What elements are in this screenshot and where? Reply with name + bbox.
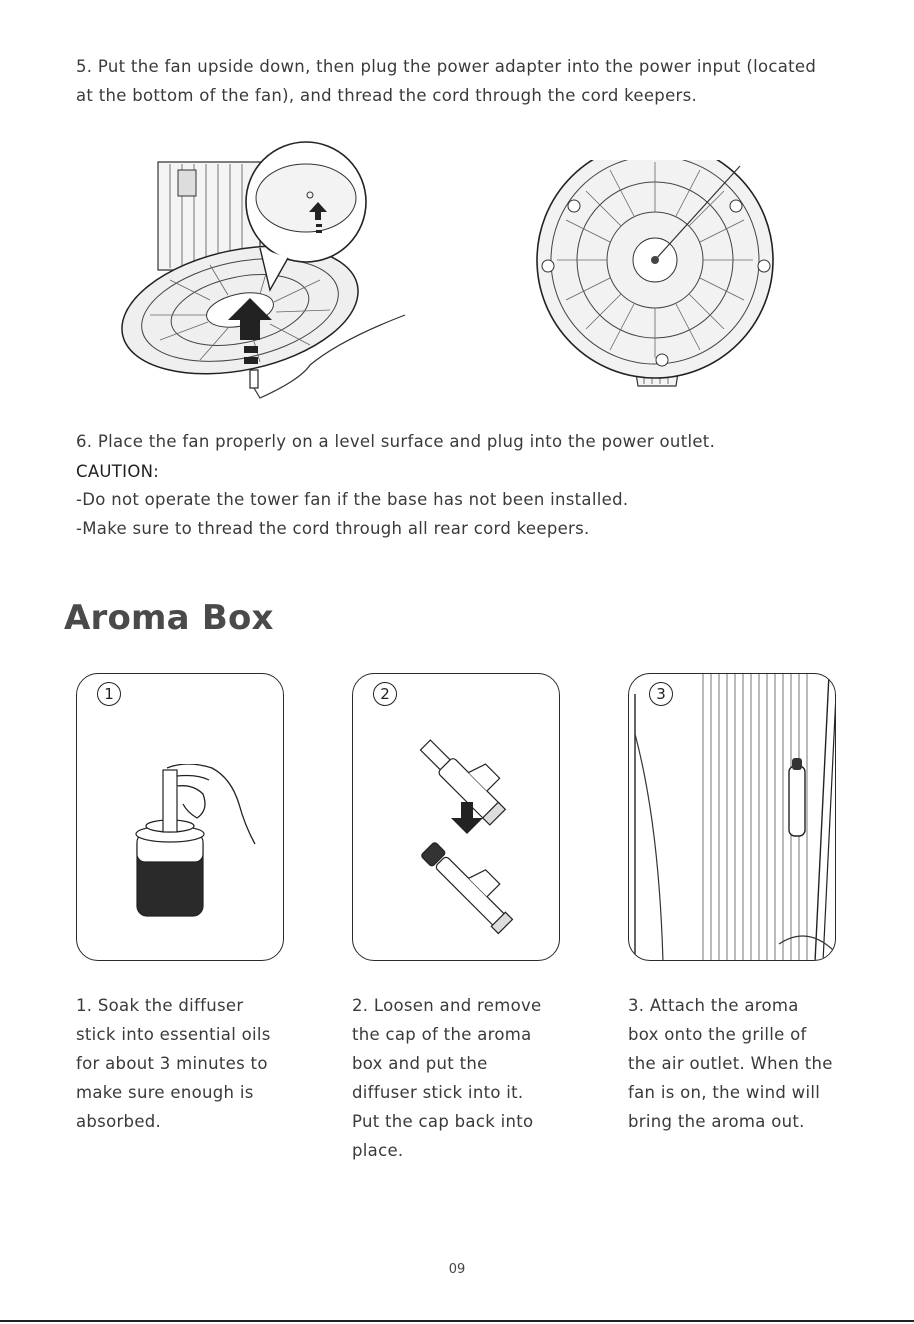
step-1-line: stick into essential oils [76,1025,271,1044]
step-2-line: box and put the [352,1054,488,1073]
fan-base-rear-view-illustration [530,160,780,390]
caution-label: CAUTION: [76,462,160,481]
step5-line-2: at the bottom of the fan), and thread the cord through the cord keepers. [76,86,698,105]
step5-instructions [76,52,816,110]
step-3-illustration-box [628,673,836,961]
diffuser-bottle-icon [127,764,277,924]
step6-line: 6. Place the fan properly on a level surface and plug into the power outlet. [76,432,716,451]
step-2-line: the cap of the aroma [352,1025,532,1044]
step-2-number: 2 [373,682,397,706]
step-2-line: place. [352,1141,404,1160]
caution-list [76,485,628,543]
step-3-text [628,991,833,1136]
caution-item-2: -Make sure to thread the cord through all rear cord keepers. [76,519,590,538]
step-3-line: box onto the grille of [628,1025,807,1044]
step-1-illustration-box [76,673,284,961]
step-2-line: 2. Loosen and remove [352,996,542,1015]
step-3-line: bring the aroma out. [628,1112,805,1131]
step-3-line: fan is on, the wind will [628,1083,821,1102]
step-3-number: 3 [649,682,673,706]
fan-base-plug-illustration [110,140,420,405]
step-2-text [352,991,541,1165]
step-2-line: diffuser stick into it. [352,1083,524,1102]
page-bottom-rule [0,1320,914,1322]
fan-grille-aroma-box-icon [629,674,836,961]
step-1-line: make sure enough is [76,1083,254,1102]
aroma-box-cap-icon [393,714,533,944]
step-3-line: the air outlet. When the [628,1054,833,1073]
step-1-line: absorbed. [76,1112,162,1131]
step-1-number: 1 [97,682,121,706]
page-number: 09 [448,1262,466,1277]
step5-line-1: 5. Put the fan upside down, then plug the power adapter into the power input (located [76,57,817,76]
step-2-illustration-box [352,673,560,961]
aroma-box-heading: Aroma Box [64,598,274,638]
step-2-line: Put the cap back into [352,1112,534,1131]
caution-item-1: -Do not operate the tower fan if the base has not been installed. [76,490,629,509]
step-3-line: 3. Attach the aroma [628,996,799,1015]
step6-instruction [76,427,715,456]
step-1-text [76,991,271,1136]
step-1-line: for about 3 minutes to [76,1054,268,1073]
step-1-line: 1. Soak the diffuser [76,996,244,1015]
